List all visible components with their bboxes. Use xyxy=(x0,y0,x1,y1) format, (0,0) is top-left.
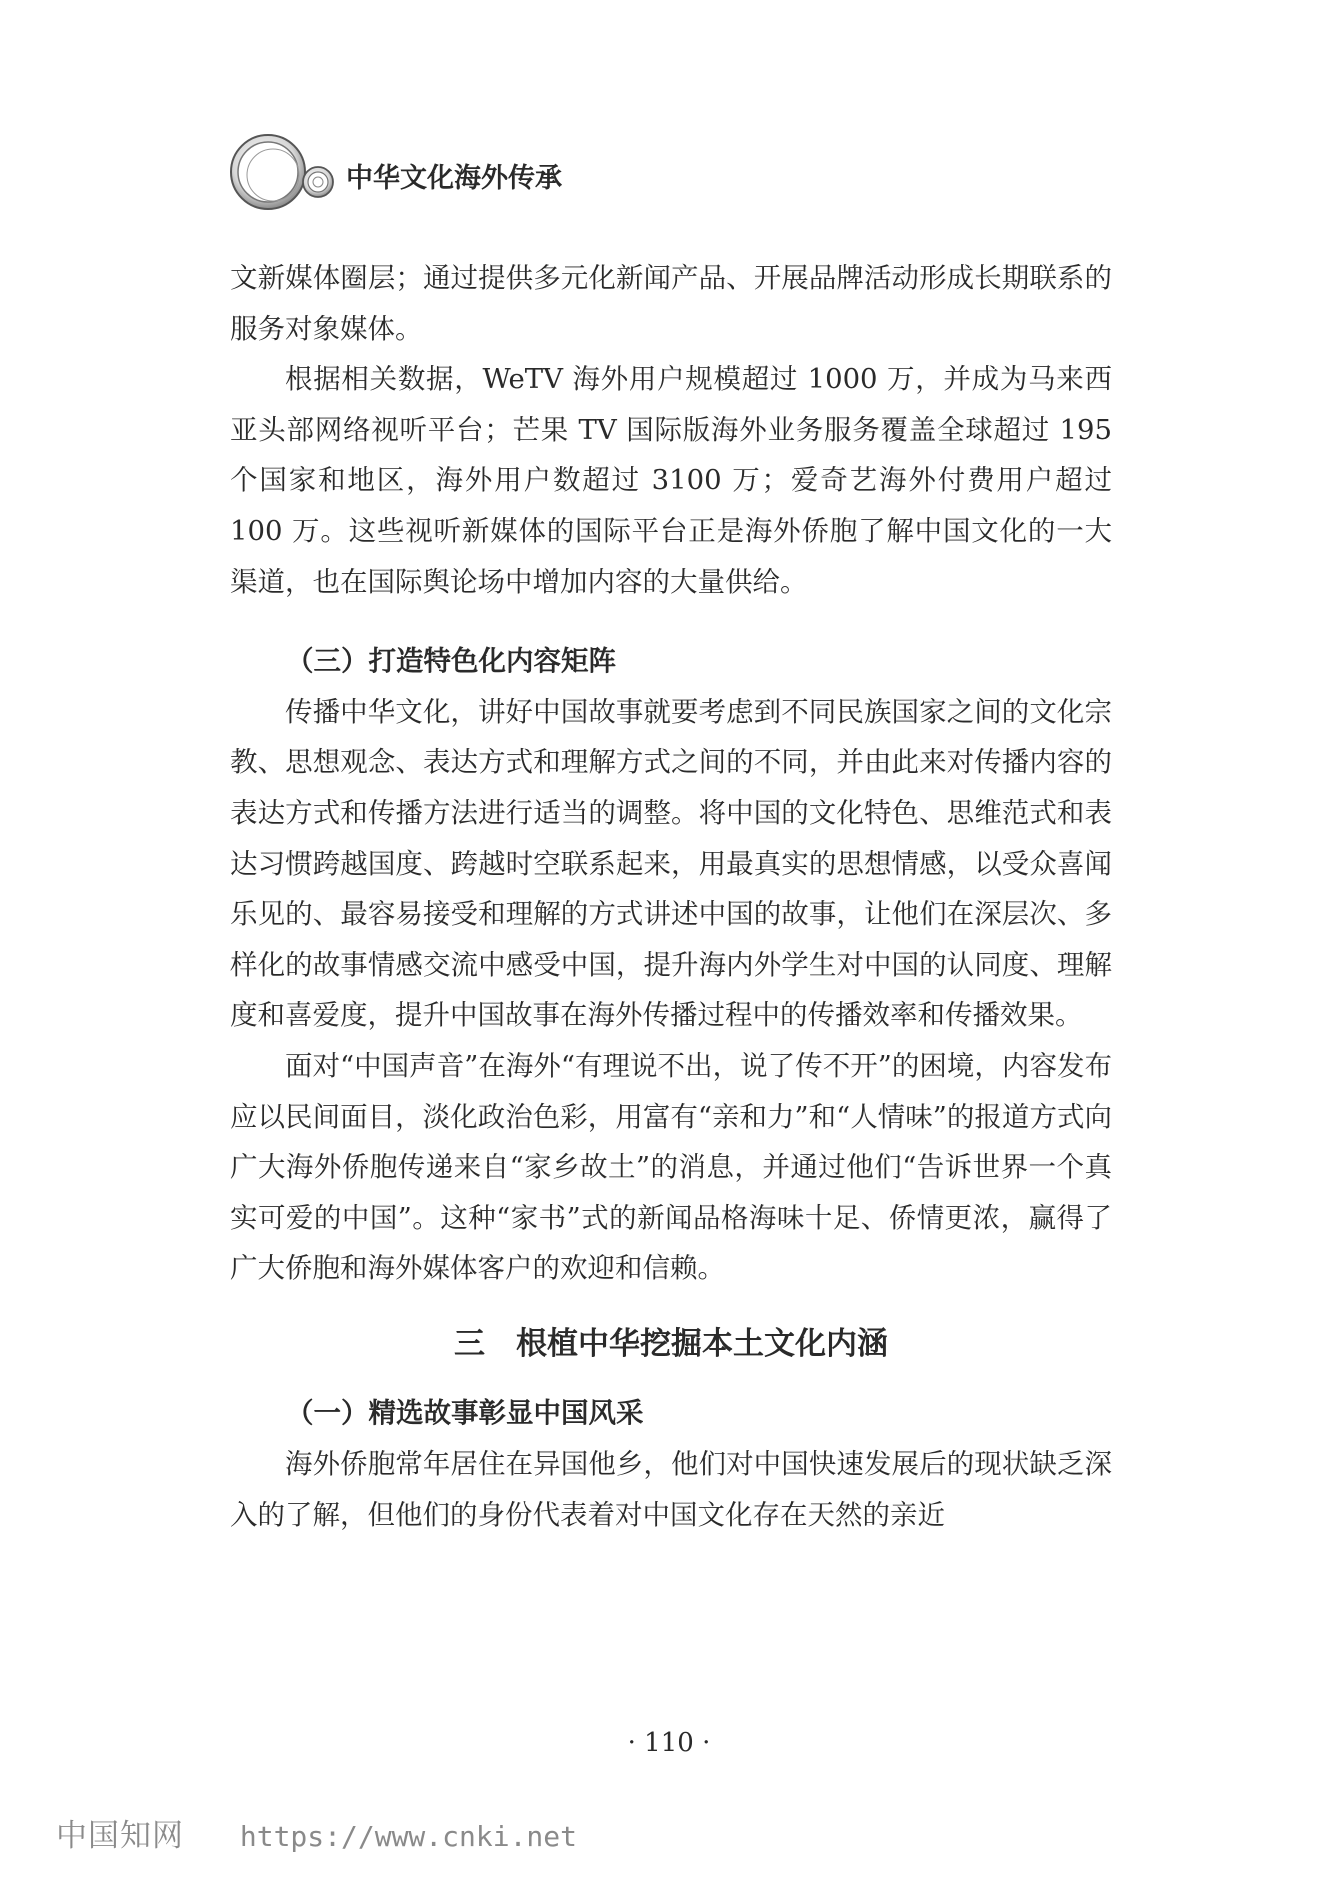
paragraph: 根据相关数据，WeTV 海外用户规模超过 1000 万，并成为马来西亚头部网络视听平台；芒果 TV 国际版海外业务服务覆盖全球超过 195 个国家和地区，海外用户数超过 3100 万；爱奇艺海外付费用户超过 100 万。这些视听新媒体的国际平台正是海外侨胞了解中国文化的一大渠道，也在国际舆论场中增加内容的大量供给。 xyxy=(230,363,1112,598)
watermark-name: 中国知网 xyxy=(56,1818,184,1854)
running-header xyxy=(228,132,828,212)
paragraph: 传播中华文化，讲好中国故事就要考虑到不同民族国家之间的文化宗教、思想观念、表达方式和理解方式之间的不同，并由此来对传播内容的表达方式和传播方法进行适当的调整。将中国的文化特色、思维范式和表达习惯跨越国度、跨越时空联系起来，用最真实的思想情感，以受众喜闻乐见的、最容易接受和理解的方式讲述中国的故事，让他们在深层次、多样化的故事情感交流中感受中国，提升海内外学生对中国的认同度、理解度和喜爱度，提升中国故事在海外传播过程中的传播效率和传播效果。 xyxy=(230,695,1112,1032)
paragraph: 海外侨胞常年居住在异国他乡，他们对中国快速发展后的现状缺乏深入的了解，但他们的身份代表着对中国文化存在天然的亲近 xyxy=(230,1448,1112,1531)
subsection-heading: （三）打造特色化内容矩阵 xyxy=(286,645,616,678)
section-heading: 三 根植中华挖掘本土文化内涵 xyxy=(454,1325,888,1362)
paragraph: 文新媒体圈层；通过提供多元化新闻产品、开展品牌活动形成长期联系的服务对象媒体。 xyxy=(230,262,1112,345)
watermark-url: https://www.cnki.net xyxy=(239,1820,578,1853)
page-body xyxy=(230,253,1112,1540)
paragraph: 面对“中国声音”在海外“有理说不出，说了传不开”的困境，内容发布应以民间面目，淡化政治色彩，用富有“亲和力”和“人情味”的报道方式向广大海外侨胞传递来自“家乡故土”的消息，并通过他们“告诉世界一个真实可爱的中国”。这种“家书”式的新闻品格海味十足、侨情更浓，赢得了广大侨胞和海外媒体客户的欢迎和信赖。 xyxy=(230,1049,1112,1285)
source-watermark xyxy=(56,1810,577,1855)
subsection-heading: （一）精选故事彰显中国风采 xyxy=(286,1397,644,1430)
running-header-title: 中华文化海外传承 xyxy=(346,163,562,194)
concentric-circles-logo-icon xyxy=(228,132,338,212)
page-number: · 110 · xyxy=(627,1728,711,1758)
